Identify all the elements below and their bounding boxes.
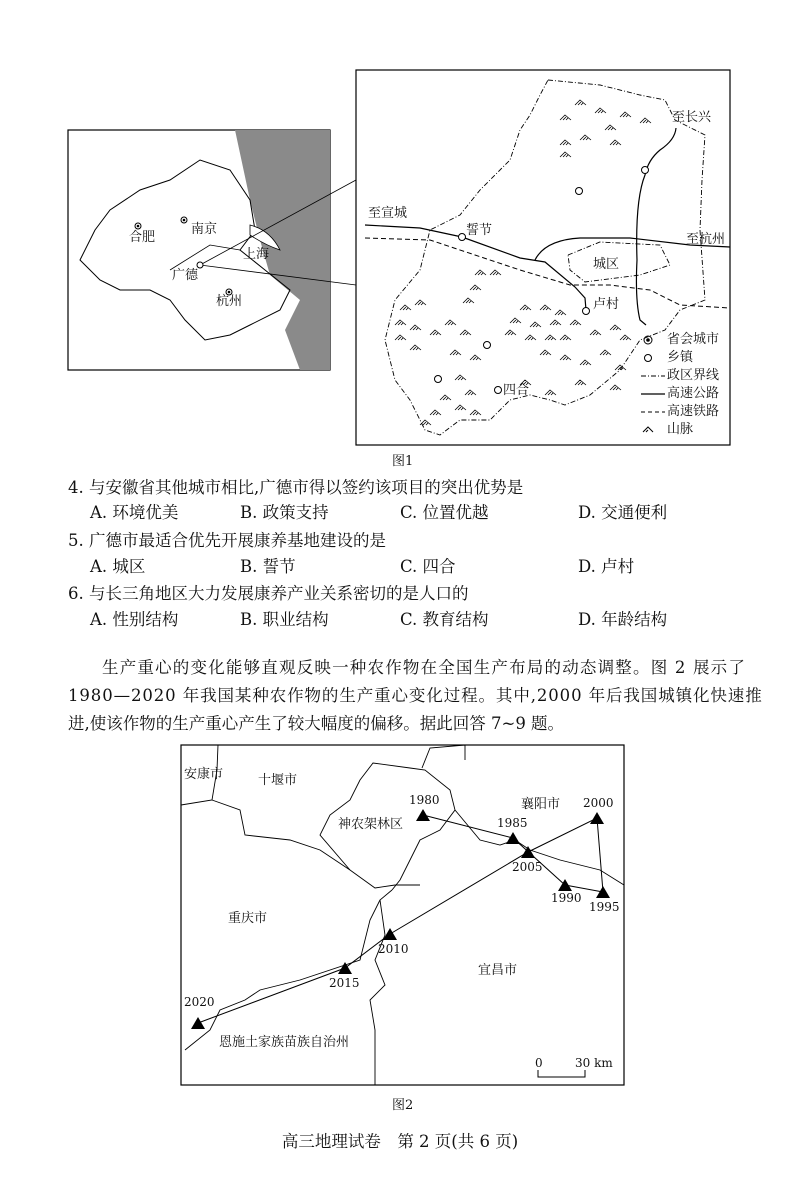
option: C. 四合 <box>400 557 456 576</box>
label-chongqing: 重庆市 <box>228 911 268 926</box>
option: C. 位置优越 <box>400 503 489 522</box>
year-label: 2020 <box>184 995 215 1009</box>
legend-admin-boundary: 政区界线 <box>667 368 720 383</box>
option: D. 卢村 <box>578 557 635 576</box>
option: B. 职业结构 <box>240 610 329 629</box>
label-guangde: 广德 <box>172 268 199 283</box>
label-hefei: 合肥 <box>129 230 156 245</box>
centroid-marker-2020 <box>191 1017 205 1029</box>
label-ankang: 安康市 <box>184 767 224 782</box>
label-shijie: 誓节 <box>466 223 493 238</box>
scale-distance: 30 km <box>575 1056 613 1070</box>
legend-town: 乡镇 <box>667 350 694 365</box>
label-lucun: 卢村 <box>593 297 620 312</box>
year-label: 1985 <box>497 816 528 830</box>
label-to-hangzhou: 至杭州 <box>686 232 726 247</box>
scale-bar <box>538 1070 585 1077</box>
option: A. 城区 <box>90 557 146 576</box>
year-label: 2010 <box>378 942 409 956</box>
label-chengqu: 城区 <box>593 257 620 272</box>
page-footer: 高三地理试卷 第 2 页(共 6 页) <box>281 1132 519 1151</box>
legend-high-speed-railway: 高速铁路 <box>667 404 720 419</box>
centroid-marker-2000 <box>590 812 604 824</box>
label-to-changxing: 至长兴 <box>672 110 712 125</box>
option: D. 交通便利 <box>578 503 668 522</box>
option: C. 教育结构 <box>400 610 489 629</box>
label-enshi: 恩施土家族苗族自治州 <box>219 1035 350 1050</box>
option: A. 环境优美 <box>90 503 179 522</box>
centroid-marker-1995 <box>596 886 610 898</box>
question-4-stem: 4. 与安徽省其他城市相比,广德市得以签约该项目的突出优势是 <box>68 478 524 497</box>
figure1-caption: 图1 <box>392 454 414 469</box>
year-label: 2005 <box>512 860 543 874</box>
figure2-caption: 图2 <box>392 1098 414 1113</box>
label-shiyan: 十堰市 <box>258 773 298 788</box>
paragraph-line: 生产重心的变化能够直观反映一种农作物在全国生产布局的动态调整。图 2 展示了 <box>102 658 747 677</box>
option: A. 性别结构 <box>90 610 179 629</box>
label-shennongjia: 神农架林区 <box>338 817 404 832</box>
year-label: 1980 <box>409 793 440 807</box>
label-hangzhou: 杭州 <box>216 294 243 309</box>
legend-provincial-capital: 省会城市 <box>667 332 720 347</box>
centroid-marker-1985 <box>506 832 520 844</box>
legend-expressway: 高速公路 <box>667 386 720 401</box>
option: B. 政策支持 <box>240 503 329 522</box>
label-xiangyang: 襄阳市 <box>521 797 561 812</box>
label-sihe: 四合 <box>503 383 530 398</box>
year-label: 2000 <box>583 796 614 810</box>
question-5-stem: 5. 广德市最适合优先开展康养基地建设的是 <box>68 531 386 550</box>
legend-mountain: 山脉 <box>667 422 694 437</box>
year-label: 2015 <box>329 976 360 990</box>
label-to-xuancheng: 至宣城 <box>368 206 408 221</box>
centroid-marker-1980 <box>416 809 430 821</box>
option: B. 誓节 <box>240 557 296 576</box>
scale-zero: 0 <box>535 1056 543 1070</box>
question-6-stem: 6. 与长三角地区大力发展康养产业关系密切的是人口的 <box>68 584 469 603</box>
paragraph-line: 进,使该作物的生产重心产生了较大幅度的偏移。据此回答 7~9 题。 <box>68 714 565 733</box>
label-yichang: 宜昌市 <box>478 963 518 978</box>
year-label: 1995 <box>589 900 620 914</box>
label-nanjing: 南京 <box>191 222 218 237</box>
year-label: 1990 <box>551 891 582 905</box>
label-shanghai: 上海 <box>243 247 270 262</box>
paragraph-line: 1980—2020 年我国某种农作物的生产重心变化过程。其中,2000 年后我国城镇化快速推 <box>68 686 763 705</box>
option: D. 年龄结构 <box>578 610 668 629</box>
